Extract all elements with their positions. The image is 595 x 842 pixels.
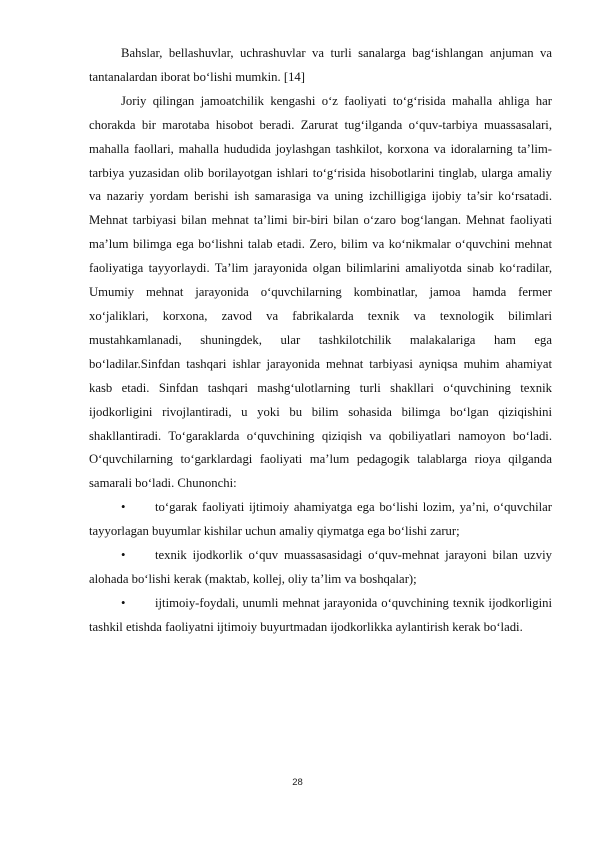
bullet-item [89, 496, 552, 544]
bullet-text: texnik ijodkorlik o‘quv muassasasidagi o‘quv-mehnat jarayoni bilan uzviy alohada bo‘lishi kerak (maktab, kollej, oliy ta’lim va boshqalar); [89, 548, 552, 586]
bullet-item [89, 592, 552, 640]
bullet-mark: • [121, 548, 126, 563]
paragraph-intro: Bahslar, bellashuvlar, uchrashuvlar va turli sanalarga bag‘ishlangan anjuman va tantanalardan iborat bo‘lishi mumkin. [14] [89, 46, 552, 84]
bullet-text: ijtimoiy-foydali, unumli mehnat jarayonida o‘quvchining texnik ijodkorligini tashkil etishda faoliyatni ijtimoiy buyurtmadan ijodkorlikka aylantirish kerak bo‘ladi. [89, 595, 552, 634]
bullet-item [89, 544, 552, 592]
bullet-text: to‘garak faoliyati ijtimoiy ahamiyatga ega bo‘lishi lozim, ya’ni, o‘quvchilar tayyorlagan buyumlar kishilar uchun amaliy qiymatga ega bo‘lishi zarur; [89, 500, 552, 539]
bullet-mark: • [121, 500, 126, 515]
bullet-mark: • [121, 595, 126, 610]
page-number: 28 [292, 777, 303, 788]
paragraph-main: Joriy qilingan jamoatchilik kengashi o‘z faoliyati to‘g‘risida mahalla ahliga har chorakda bir marotaba hisobot beradi. Zarurat tug‘ilganda o‘quv-tarbiya muassasalari, mahalla faollari, mahalla hududida joylashgan tashkilot, korxona va idoralarning ta’lim-tarbiya yuzasidan olib borilayotgan ishlari to‘g‘risida hisobotlarini tinglab, ularga amaliy va nazariy yordam berishi ish samarasiga va uning izchilligiga ijobiy ta’sir ko‘rsatadi. Mehnat tarbiyasi bilan mehnat ta’limi bir-biri bilan o‘zaro bog‘langan. Mehnat faoliyati ma’lum bilimga ega bo‘lishni talab etadi. Zero, bilim va ko‘nikmalar o‘quvchini mehnat faoliyatiga tayyorlaydi. Ta’lim jarayonida olgan bilimlarini amaliyotda sinab ko‘radilar, Umumiy mehnat jarayonida o‘quvchilarning kombinatlar, jamoa hamda fermer xo‘jaliklari, korxona, zavod va fabrikalarda texnik va texnologik bilimlari mustahkamlanadi, shuningdek, ular tashkilotchilik malakalariga ham ega bo‘ladilar.Sinfdan tashqari ishlar jarayonida mehnat tarbiyasi ayniqsa muhim ahamiyat kasb etadi. Sinfdan tashqari mashg‘ulotlarning turli shakllari o‘quvchining texnik ijodkorligini rivojlantiradi, u yoki bu bilim sohasida bilimga bo‘lgan qiziqishini shakllantiradi. To‘garaklarda o‘quvchining qiziqish va qobiliyatlari namoyon bo‘ladi. O‘quvchilarning to‘garklardagi faoliyati ma’lum pedagogik talablarga rioya qilganda samarali bo‘ladi. Chunonchi: [89, 93, 552, 491]
body-text [89, 42, 552, 640]
